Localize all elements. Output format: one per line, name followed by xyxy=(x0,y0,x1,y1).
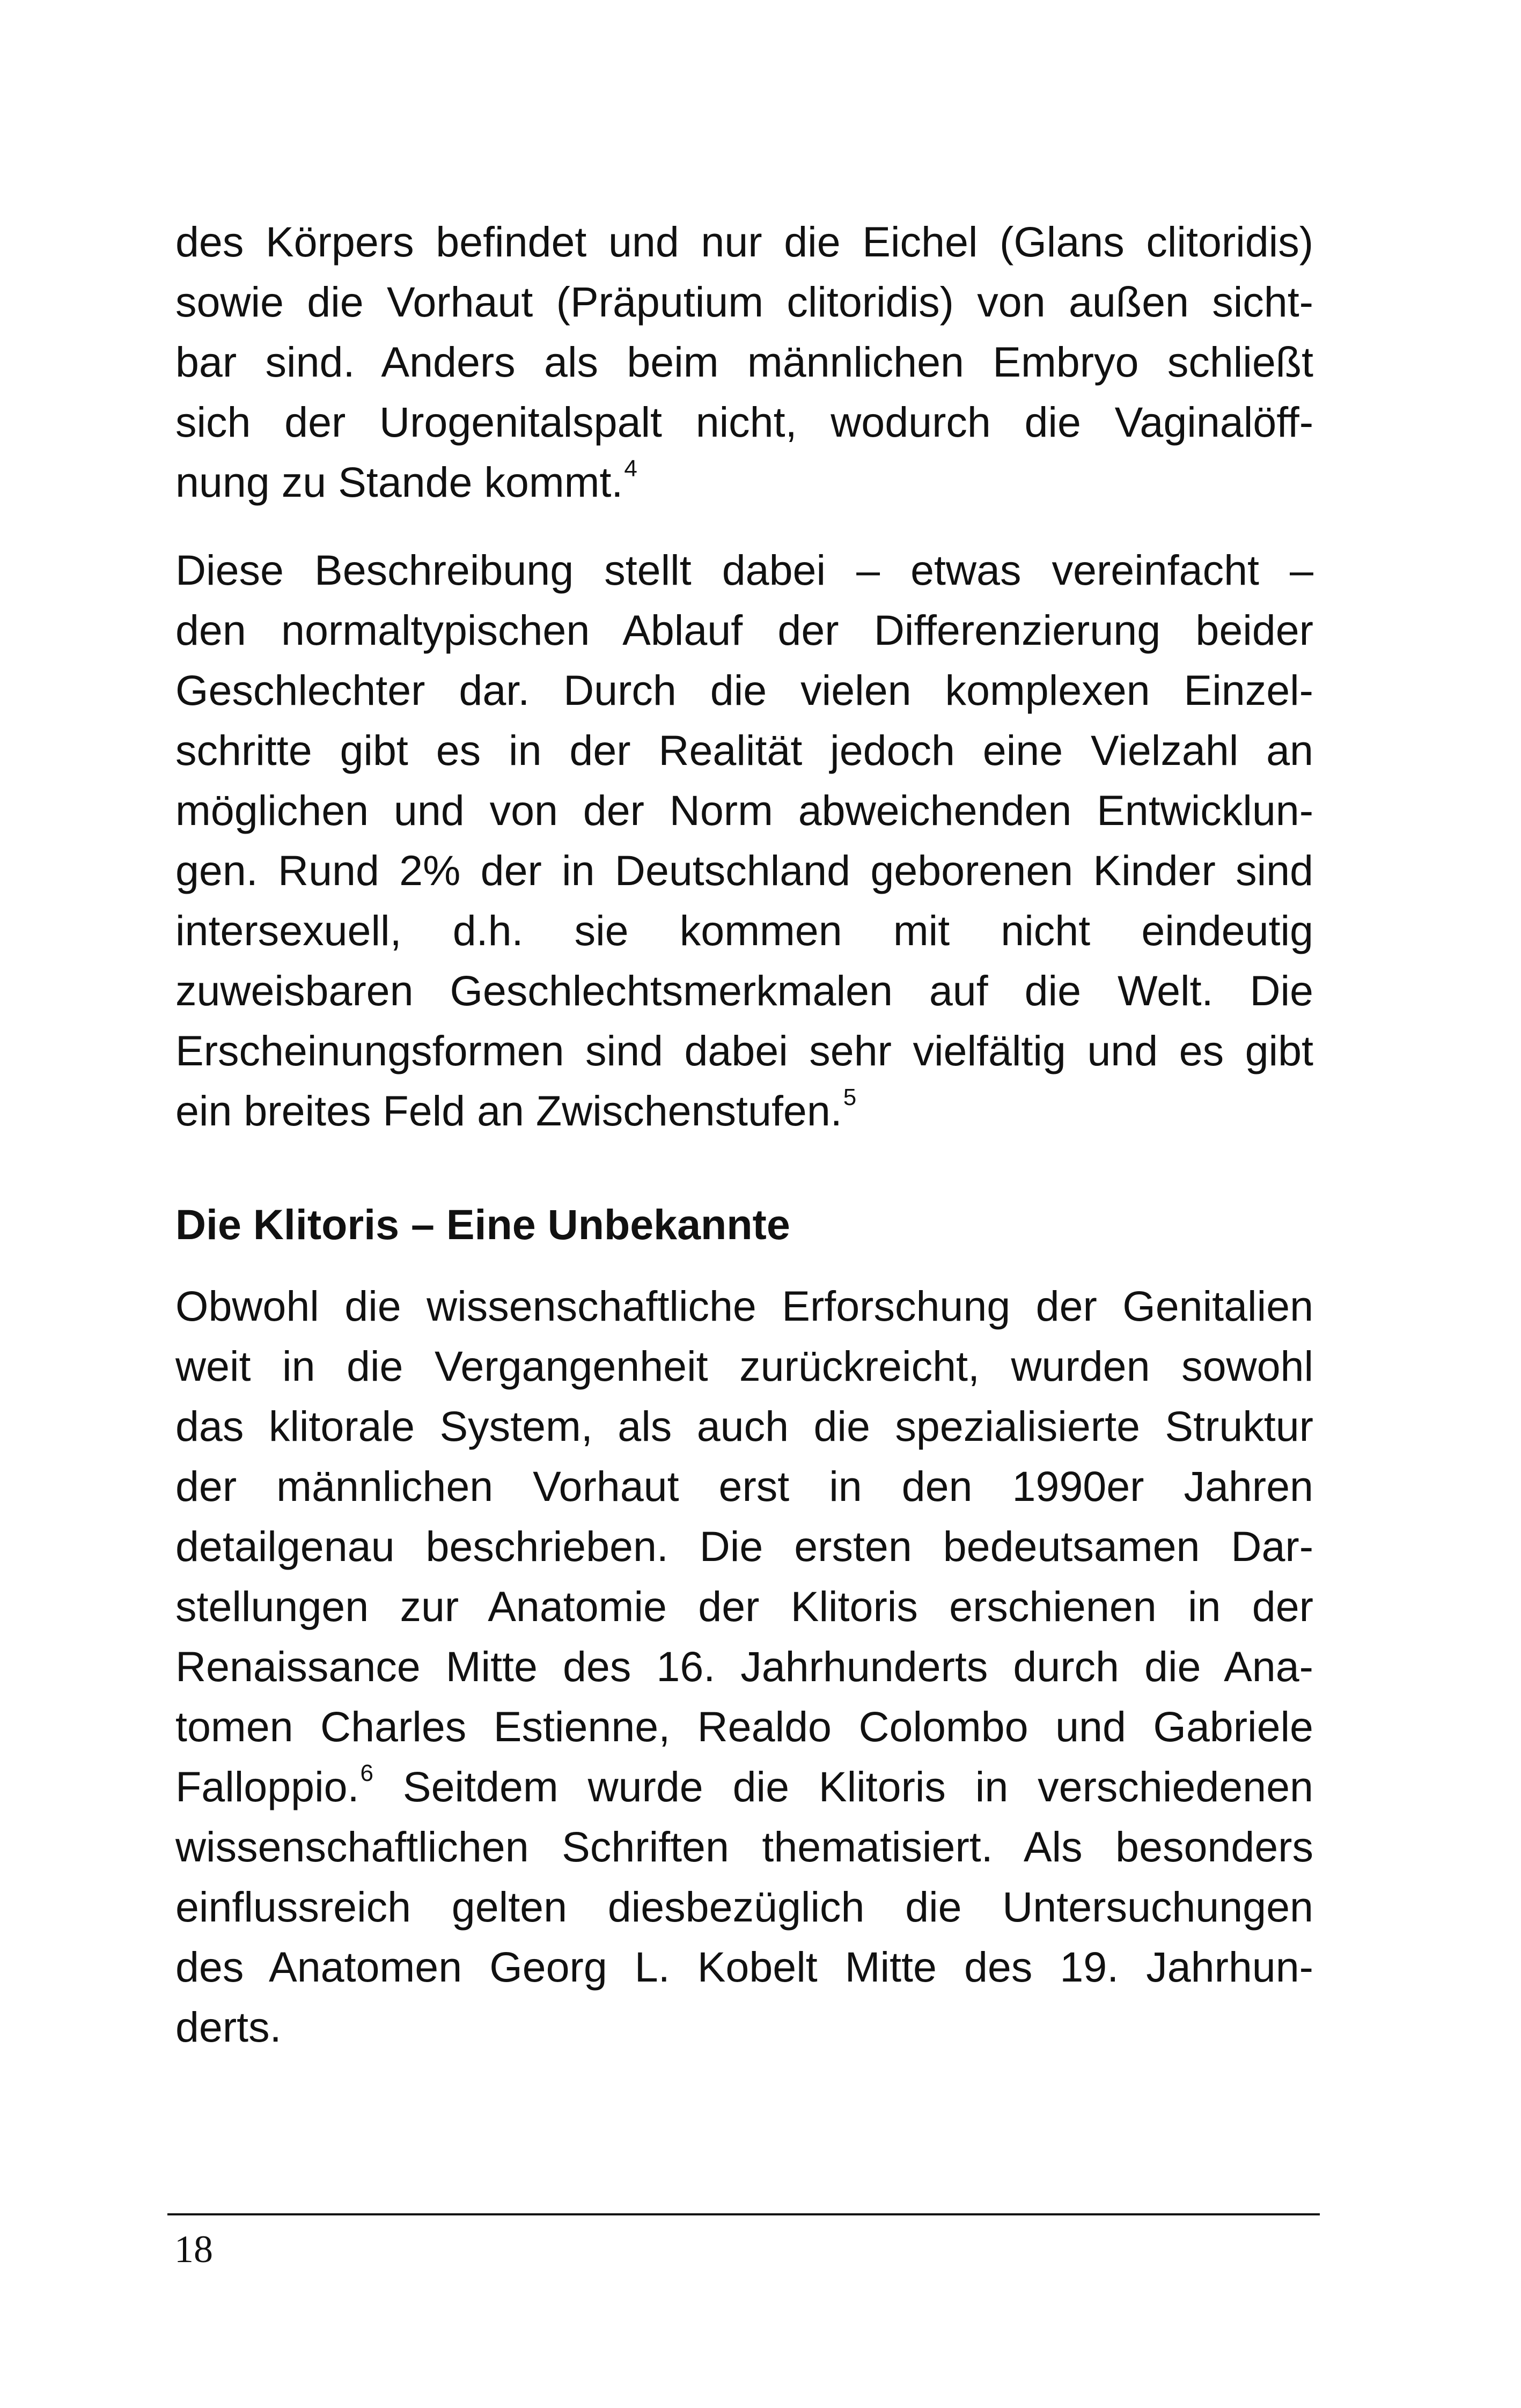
heading-gap xyxy=(175,1255,1313,1276)
section-heading: Die Klitoris – Eine Unbekannte xyxy=(175,1201,790,1248)
text-line: intersexuell, d.h. sie kommen mit nicht eindeutig xyxy=(175,907,1313,954)
text-line xyxy=(175,1081,1313,1141)
paragraph-3 xyxy=(175,1276,1313,2057)
paragraph-1 xyxy=(175,212,1313,512)
text-line: Renaissance Mitte des 16. Jahrhunderts durch die Ana- xyxy=(175,1643,1313,1690)
text-line xyxy=(175,452,1313,512)
text-line: tomen Charles Estienne, Realdo Colombo und Gabriele xyxy=(175,1703,1313,1750)
text-line: detailgenau beschrieben. Die ersten bedeutsamen Dar- xyxy=(175,1522,1313,1570)
text-line: schritte gibt es in der Realität jedoch eine Vielzahl an xyxy=(175,726,1313,774)
heading-gap xyxy=(175,1141,1313,1195)
paragraph-gap xyxy=(175,512,1313,540)
text-line: bar sind. Anders als beim männlichen Embryo schließt xyxy=(175,338,1313,386)
text-line: der männlichen Vorhaut erst in den 1990er Jahren xyxy=(175,1462,1313,1510)
text-line: Obwohl die wissenschaftliche Erforschung der Genitalien xyxy=(175,1282,1313,1330)
text-fragment: Seitdem wurde die Klitoris in verschiedenen xyxy=(373,1763,1313,1810)
text-line: zuweisbaren Geschlechtsmerkmalen auf die Welt. Die xyxy=(175,967,1313,1014)
text-line: den normaltypischen Ablauf der Differenzierung beider xyxy=(175,606,1313,654)
text-line: sowie die Vorhaut (Präputium clitoridis) von außen sicht- xyxy=(175,278,1313,326)
text-line: möglichen und von der Norm abweichenden Entwicklun- xyxy=(175,786,1313,834)
footnote-mark-5[interactable]: 5 xyxy=(843,1084,857,1110)
text-line: gen. Rund 2% der in Deutschland geborenen Kinder sind xyxy=(175,846,1313,894)
text-line: Erscheinungsformen sind dabei sehr vielfältig und es gibt xyxy=(175,1027,1313,1074)
text-line: des Körpers befindet und nur die Eichel (Glans clitoridis) xyxy=(175,218,1313,266)
text-line: des Anatomen Georg L. Kobelt Mitte des 19. Jahrhun- xyxy=(175,1943,1313,1991)
text-line: weit in die Vergangenheit zurückreicht, wurden sowohl xyxy=(175,1342,1313,1390)
text-line: wissenschaftlichen Schriften thematisiert. Als besonders xyxy=(175,1823,1313,1871)
footnote-mark-4[interactable]: 4 xyxy=(624,455,637,482)
text-line: stellungen zur Anatomie der Klitoris erschienen in der xyxy=(175,1582,1313,1630)
text-fragment: Falloppio. xyxy=(175,1763,359,1810)
text-line: sich der Urogenitalspalt nicht, wodurch die Vaginalöff- xyxy=(175,398,1313,446)
page-body xyxy=(175,212,1313,2057)
page-number: 18 xyxy=(174,2228,213,2271)
paragraph-2 xyxy=(175,540,1313,1141)
footer-rule xyxy=(167,2213,1320,2215)
text-fragment: ein breites Feld an Zwischenstufen. xyxy=(175,1087,842,1135)
text-fragment: nung zu Stande kommt. xyxy=(175,458,623,506)
text-line: das klitorale System, als auch die spezialisierte Struktur xyxy=(175,1402,1313,1450)
text-line: derts. xyxy=(175,2003,282,2051)
text-line: Diese Beschreibung stellt dabei – etwas vereinfacht – xyxy=(175,546,1313,594)
text-line: Geschlechter dar. Durch die vielen komplexen Einzel- xyxy=(175,666,1313,714)
footnote-mark-6[interactable]: 6 xyxy=(360,1760,374,1786)
text-line: einflussreich gelten diesbezüglich die Untersuchungen xyxy=(175,1883,1313,1931)
text-line xyxy=(175,1757,1313,1817)
